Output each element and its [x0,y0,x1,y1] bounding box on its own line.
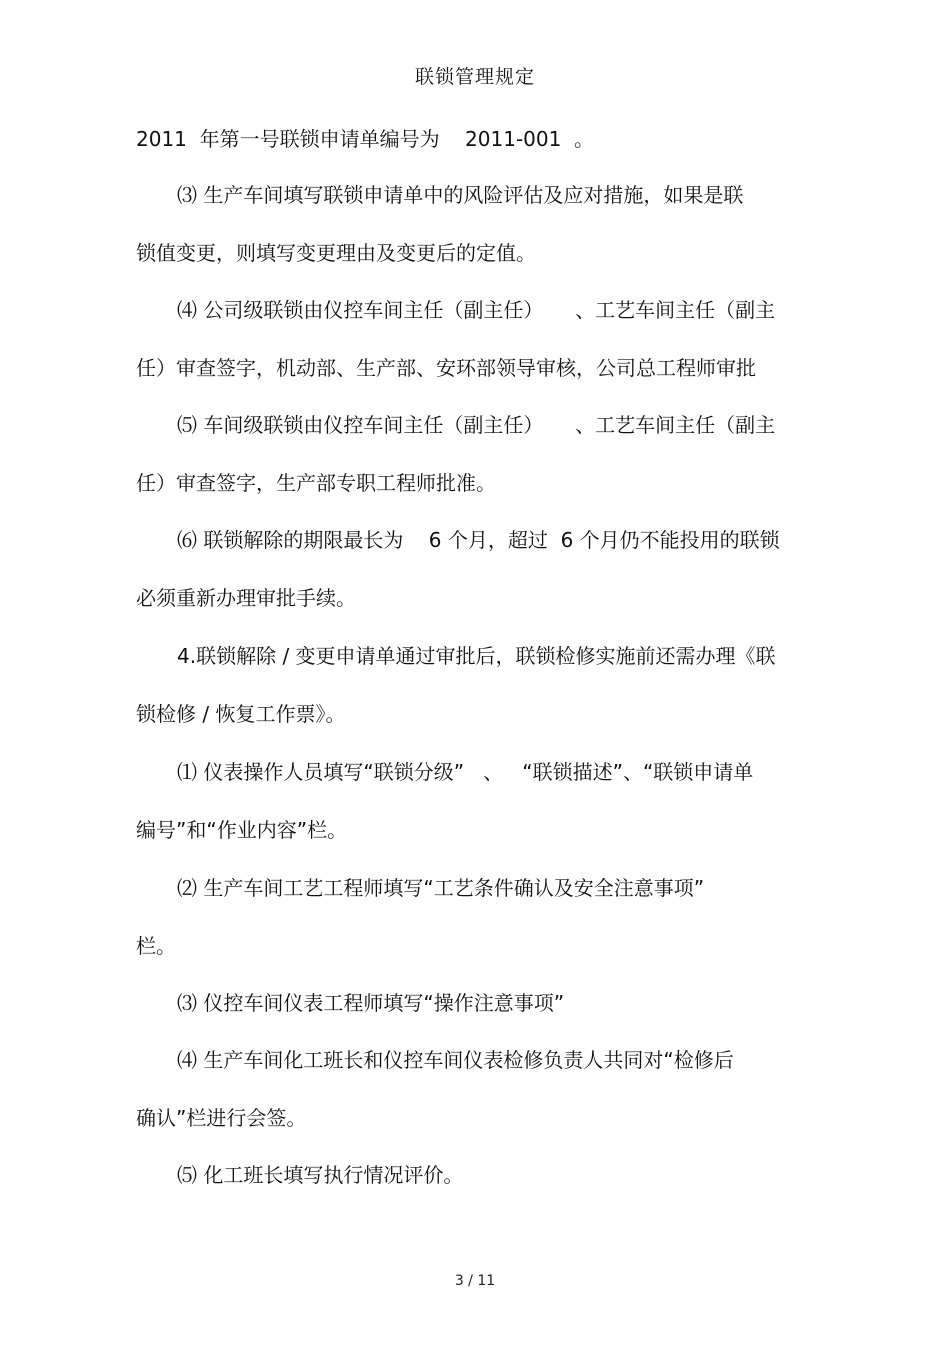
text-line: ⑶ 生产车间填写联锁申请单中的风险评估及应对措施，如果是联 [177,183,744,207]
text-line: ⑵ 生产车间工艺工程师填写“工艺条件确认及安全注意事项” [177,876,705,900]
text-line: 必须重新办理审批手续。 [136,586,356,610]
text-line: 任）审查签字，生产部专职工程师批准。 [136,471,496,495]
text-line: 4.联锁解除 / 变更申请单通过审批后，联锁检修实施前还需办理《联 [177,644,776,668]
text-line: 锁检修 / 恢复工作票》。 [136,702,346,726]
page-number: 3 / 11 [454,1273,496,1289]
document-title: 联锁管理规定 [414,66,535,88]
text-line: 锁值变更，则填写变更理由及变更后的定值。 [136,241,536,265]
text-line: ⑷ 生产车间化工班长和仪控车间仪表检修负责人共同对“检修后 [177,1048,734,1072]
text-line: ⑴ 仪表操作人员填写“联锁分级” 、 “联锁描述”、“联锁申请单 [177,760,754,784]
text-line: ⑶ 仪控车间仪表工程师填写“操作注意事项” [177,991,565,1015]
text-line: ⑹ 联锁解除的期限最长为 6 个月，超过 6 个月仍不能投用的联锁 [177,528,780,552]
text-line: 栏。 [136,934,176,958]
text-line: 任）审查签字，机动部、生产部、安环部领导审核，公司总工程师审批 [136,356,756,380]
text-line: ⑷ 公司级联锁由仪控车间主任（副主任） 、工艺车间主任（副主 [177,298,776,322]
text-line: 2011 年第一号联锁申请单编号为 2011-001 。 [136,127,595,151]
text-line: 确认”栏进行会签。 [136,1106,307,1130]
text-line: ⑸ 车间级联锁由仪控车间主任（副主任） 、工艺车间主任（副主 [177,413,776,437]
text-line: 编号”和“作业内容”栏。 [136,818,348,842]
text-line: ⑸ 化工班长填写执行情况评价。 [177,1163,464,1187]
